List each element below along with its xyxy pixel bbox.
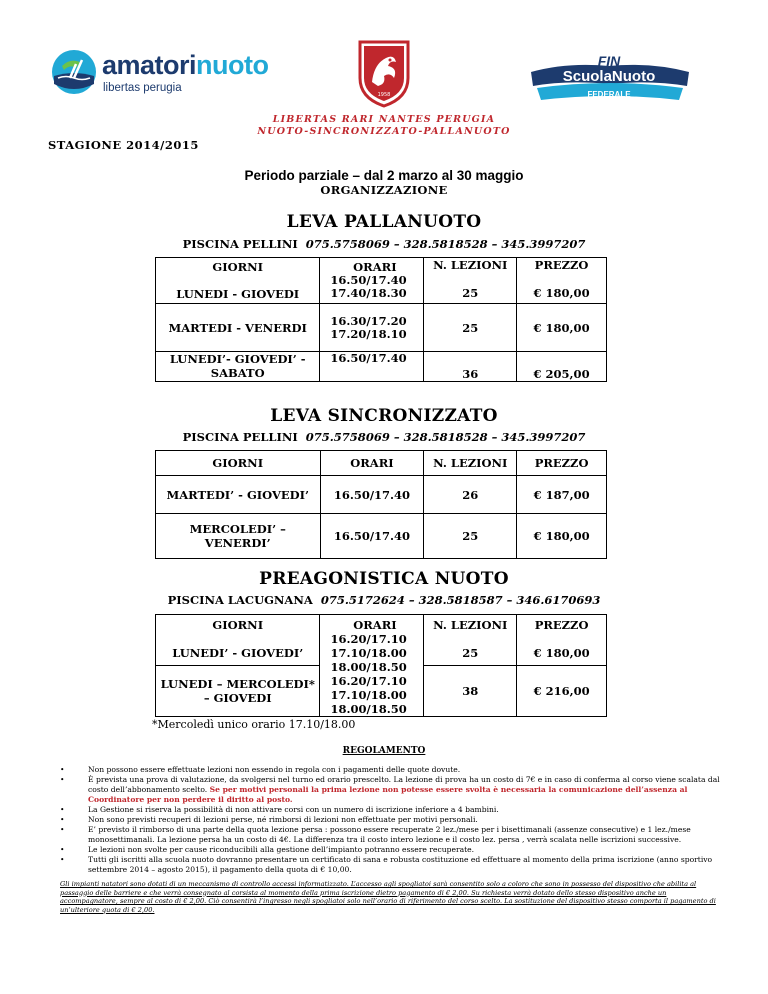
row-price: € 180,00 <box>533 646 590 660</box>
table-row <box>156 615 607 666</box>
section-title-leva-sincronizzato: LEVA SINCRONIZZATO <box>270 406 498 426</box>
row-lessons: 25 <box>424 304 517 352</box>
row-time: 16.30/17.20 <box>330 313 407 328</box>
logo-wordmark: amatorinuoto <box>102 50 269 80</box>
header-lessons: N. LEZIONI <box>433 258 508 272</box>
row-days: MARTEDI’ - GIOVEDI’ <box>156 476 321 514</box>
footnote: *Mercoledì unico orario 17.10/18.00 <box>152 718 356 731</box>
row-time: 18.00/18.50 <box>330 702 407 716</box>
row-price: € 180,00 <box>533 286 590 300</box>
row-time: 16.50/17.40 <box>330 273 407 287</box>
table-header-row <box>156 451 607 476</box>
row-lessons: 26 <box>424 476 517 514</box>
row-time: 17.20/18.10 <box>330 326 407 341</box>
header-days: GIORNI <box>212 259 264 274</box>
header-times: ORARI <box>320 451 424 476</box>
header-lessons: N. LEZIONI <box>424 451 517 476</box>
list-item: • E’ previsto il rimborso di una parte della quota lezione persa : possono essere recuperate 2 lez./mese per i bisettimanali (assenze consecutive) e 1 lez./mese monosettimanali. La lezione persa ha un costo di 4€. La differenza tra il costo intero lezione e il costo lez. persa , verrà scalata nelle iscrizioni successive. <box>60 825 691 844</box>
header-price: PREZZO <box>534 618 589 632</box>
table-row <box>156 514 607 559</box>
table-row <box>156 476 607 514</box>
header-times: ORARI <box>353 618 397 632</box>
list-item: • Le lezioni non svolte per cause riconducibili alla gestione dell’impianto potranno essere recuperate. <box>60 845 475 854</box>
regolamento-title: REGOLAMENTO <box>342 746 426 756</box>
scuolanuoto-text: ScuolaNuoto <box>562 68 656 85</box>
list-item: • È prevista una prova di valutazione, da svolgersi nel turno ed orario prescelto. La lezione di prova ha un costo di 7€ e in caso di conferma al corso viene scalata dal costo dell’abbonamento scelto. Se per motivi personali la prima lezione non potesse essere svolta è necessaria la comunicazione dell’assenza al Coordinatore per non perdere il diritto al posto. <box>60 775 720 804</box>
schedule-table-sincronizzato <box>155 450 607 559</box>
amatori-nuoto-logo <box>50 48 269 98</box>
list-item: • La Gestione si riserva la possibilità di non attivare corsi con un numero di iscrizione inferiore a 4 bambini. <box>60 805 499 814</box>
row-time: 16.50/17.40 <box>320 514 424 559</box>
row-lessons: 25 <box>462 646 479 660</box>
row-days: MERCOLEDI’ – VENERDI’ <box>156 514 321 559</box>
griffin-crest-icon <box>356 38 412 108</box>
row-days: MARTEDI - VENERDI <box>156 304 320 352</box>
row-days: LUNEDI’ - GIOVEDI’ <box>172 646 304 660</box>
list-item: • Non possono essere effettuate lezioni non essendo in regola con i pagamenti delle quote dovute. <box>60 765 461 774</box>
fin-scuola-nuoto-logo <box>527 52 692 104</box>
row-days: LUNEDI – MERCOLEDI* – GIOVEDI <box>156 666 320 717</box>
period-label: Periodo parziale – dal 2 marzo al 30 maggio <box>244 168 524 183</box>
header-days: GIORNI <box>212 618 264 632</box>
header-price: PREZZO <box>534 258 589 272</box>
row-days: LUNEDI’- GIOVEDI’ - SABATO <box>156 352 320 382</box>
row-lessons: 36 <box>424 352 517 382</box>
pool-info: PISCINA PELLINI 075.5758069 – 328.5818528 – 345.3997207 <box>182 430 586 444</box>
row-time: 17.10/18.00 <box>330 646 407 660</box>
row-time: 16.20/17.10 <box>330 632 407 646</box>
pool-info: PISCINA PELLINI 075.5758069 – 328.5818528 – 345.3997207 <box>182 237 586 251</box>
row-price: € 180,00 <box>517 304 607 352</box>
club-crest <box>356 38 412 108</box>
fin-logo-icon <box>527 52 692 104</box>
schedule-table-pallanuoto <box>155 257 607 382</box>
row-days: LUNEDI - GIOVEDI <box>176 286 300 301</box>
pool-info: PISCINA LACUGNANA 075.5172624 – 328.5818587 – 346.6170693 <box>167 593 601 607</box>
section-title-leva-pallanuoto: LEVA PALLANUOTO <box>286 212 482 232</box>
header-price: PREZZO <box>517 451 607 476</box>
table-row <box>156 352 607 382</box>
footer-note: Gli impianti natatori sono dotati di un meccanismo di controllo accessi informatizzato. L’accesso agli spogliatoi sarà consentito solo a coloro che sono in possesso del dispositivo che abilita al passaggio delle barriere e che verrà consegnato al corsista al momento della prima iscrizione dietro pagamento di € 2,00. Su richiesta verrà dotato dello stesso dispositivo anche un accompagnatore, sempre al costo di € 2,00. Ciò consentirà l’ingresso negli spogliatoi solo nell’orario di riferimento del corso scelto. La sostituzione del dispositivo stesso comporta il pagamento di un’ulteriore quota di € 2,00. <box>60 880 716 914</box>
club-name: LIBERTAS RARI NANTES PERUGIA <box>272 114 496 125</box>
rule-warning: Se per motivi personali la prima lezione non potesse essere svolta è necessaria la comunicazione dell’assenza al Coordinatore per non perdere il diritto al posto. <box>88 785 688 804</box>
row-lessons: 38 <box>424 666 517 717</box>
row-lessons: 25 <box>424 514 517 559</box>
row-time: 16.20/17.10 <box>330 674 407 688</box>
season-label: STAGIONE 2014/2015 <box>48 138 199 152</box>
crest-year: 1958 <box>377 92 391 98</box>
list-item: • Non sono previsti recuperi di lezioni perse, né rimborsi di lezioni non effettuate per motivi personali. <box>60 815 478 824</box>
row-lessons: 25 <box>462 286 479 300</box>
list-item: • Tutti gli iscritti alla scuola nuoto dovranno presentare un certificato di sana e robusta costituzione ed effettuare al momento della prima iscrizione (anno sportivo settembre 2014 – agosto 2015), il pagamento della quota di € 10,00. <box>60 855 713 874</box>
table-row <box>156 304 607 352</box>
row-price: € 205,00 <box>517 352 607 382</box>
header-lessons: N. LEZIONI <box>433 618 508 632</box>
organization-label: ORGANIZZAZIONE <box>320 183 448 197</box>
row-time: 17.10/18.00 <box>330 688 407 702</box>
row-time: 17.40/18.30 <box>330 286 407 300</box>
row-time: 16.50/17.40 <box>320 476 424 514</box>
federale-text: FEDERALE <box>587 90 631 99</box>
swimmer-logo-icon <box>50 48 98 96</box>
header-times: ORARI <box>353 260 397 274</box>
row-time: 18.00/18.50 <box>330 660 407 674</box>
logo-subtitle: libertas perugia <box>103 82 182 94</box>
header-days: GIORNI <box>156 451 321 476</box>
rules-list <box>60 765 725 875</box>
fin-text: FIN <box>597 53 621 69</box>
row-price: € 187,00 <box>517 476 607 514</box>
section-title-preagonistica-nuoto: PREAGONISTICA NUOTO <box>259 569 509 589</box>
row-time: 16.50/17.40 <box>320 352 424 382</box>
row-price: € 216,00 <box>517 666 607 717</box>
club-disciplines: NUOTO-SINCRONIZZATO-PALLANUOTO <box>257 126 511 137</box>
table-row <box>156 258 607 304</box>
schedule-table-preagonistica <box>155 614 607 717</box>
row-price: € 180,00 <box>517 514 607 559</box>
